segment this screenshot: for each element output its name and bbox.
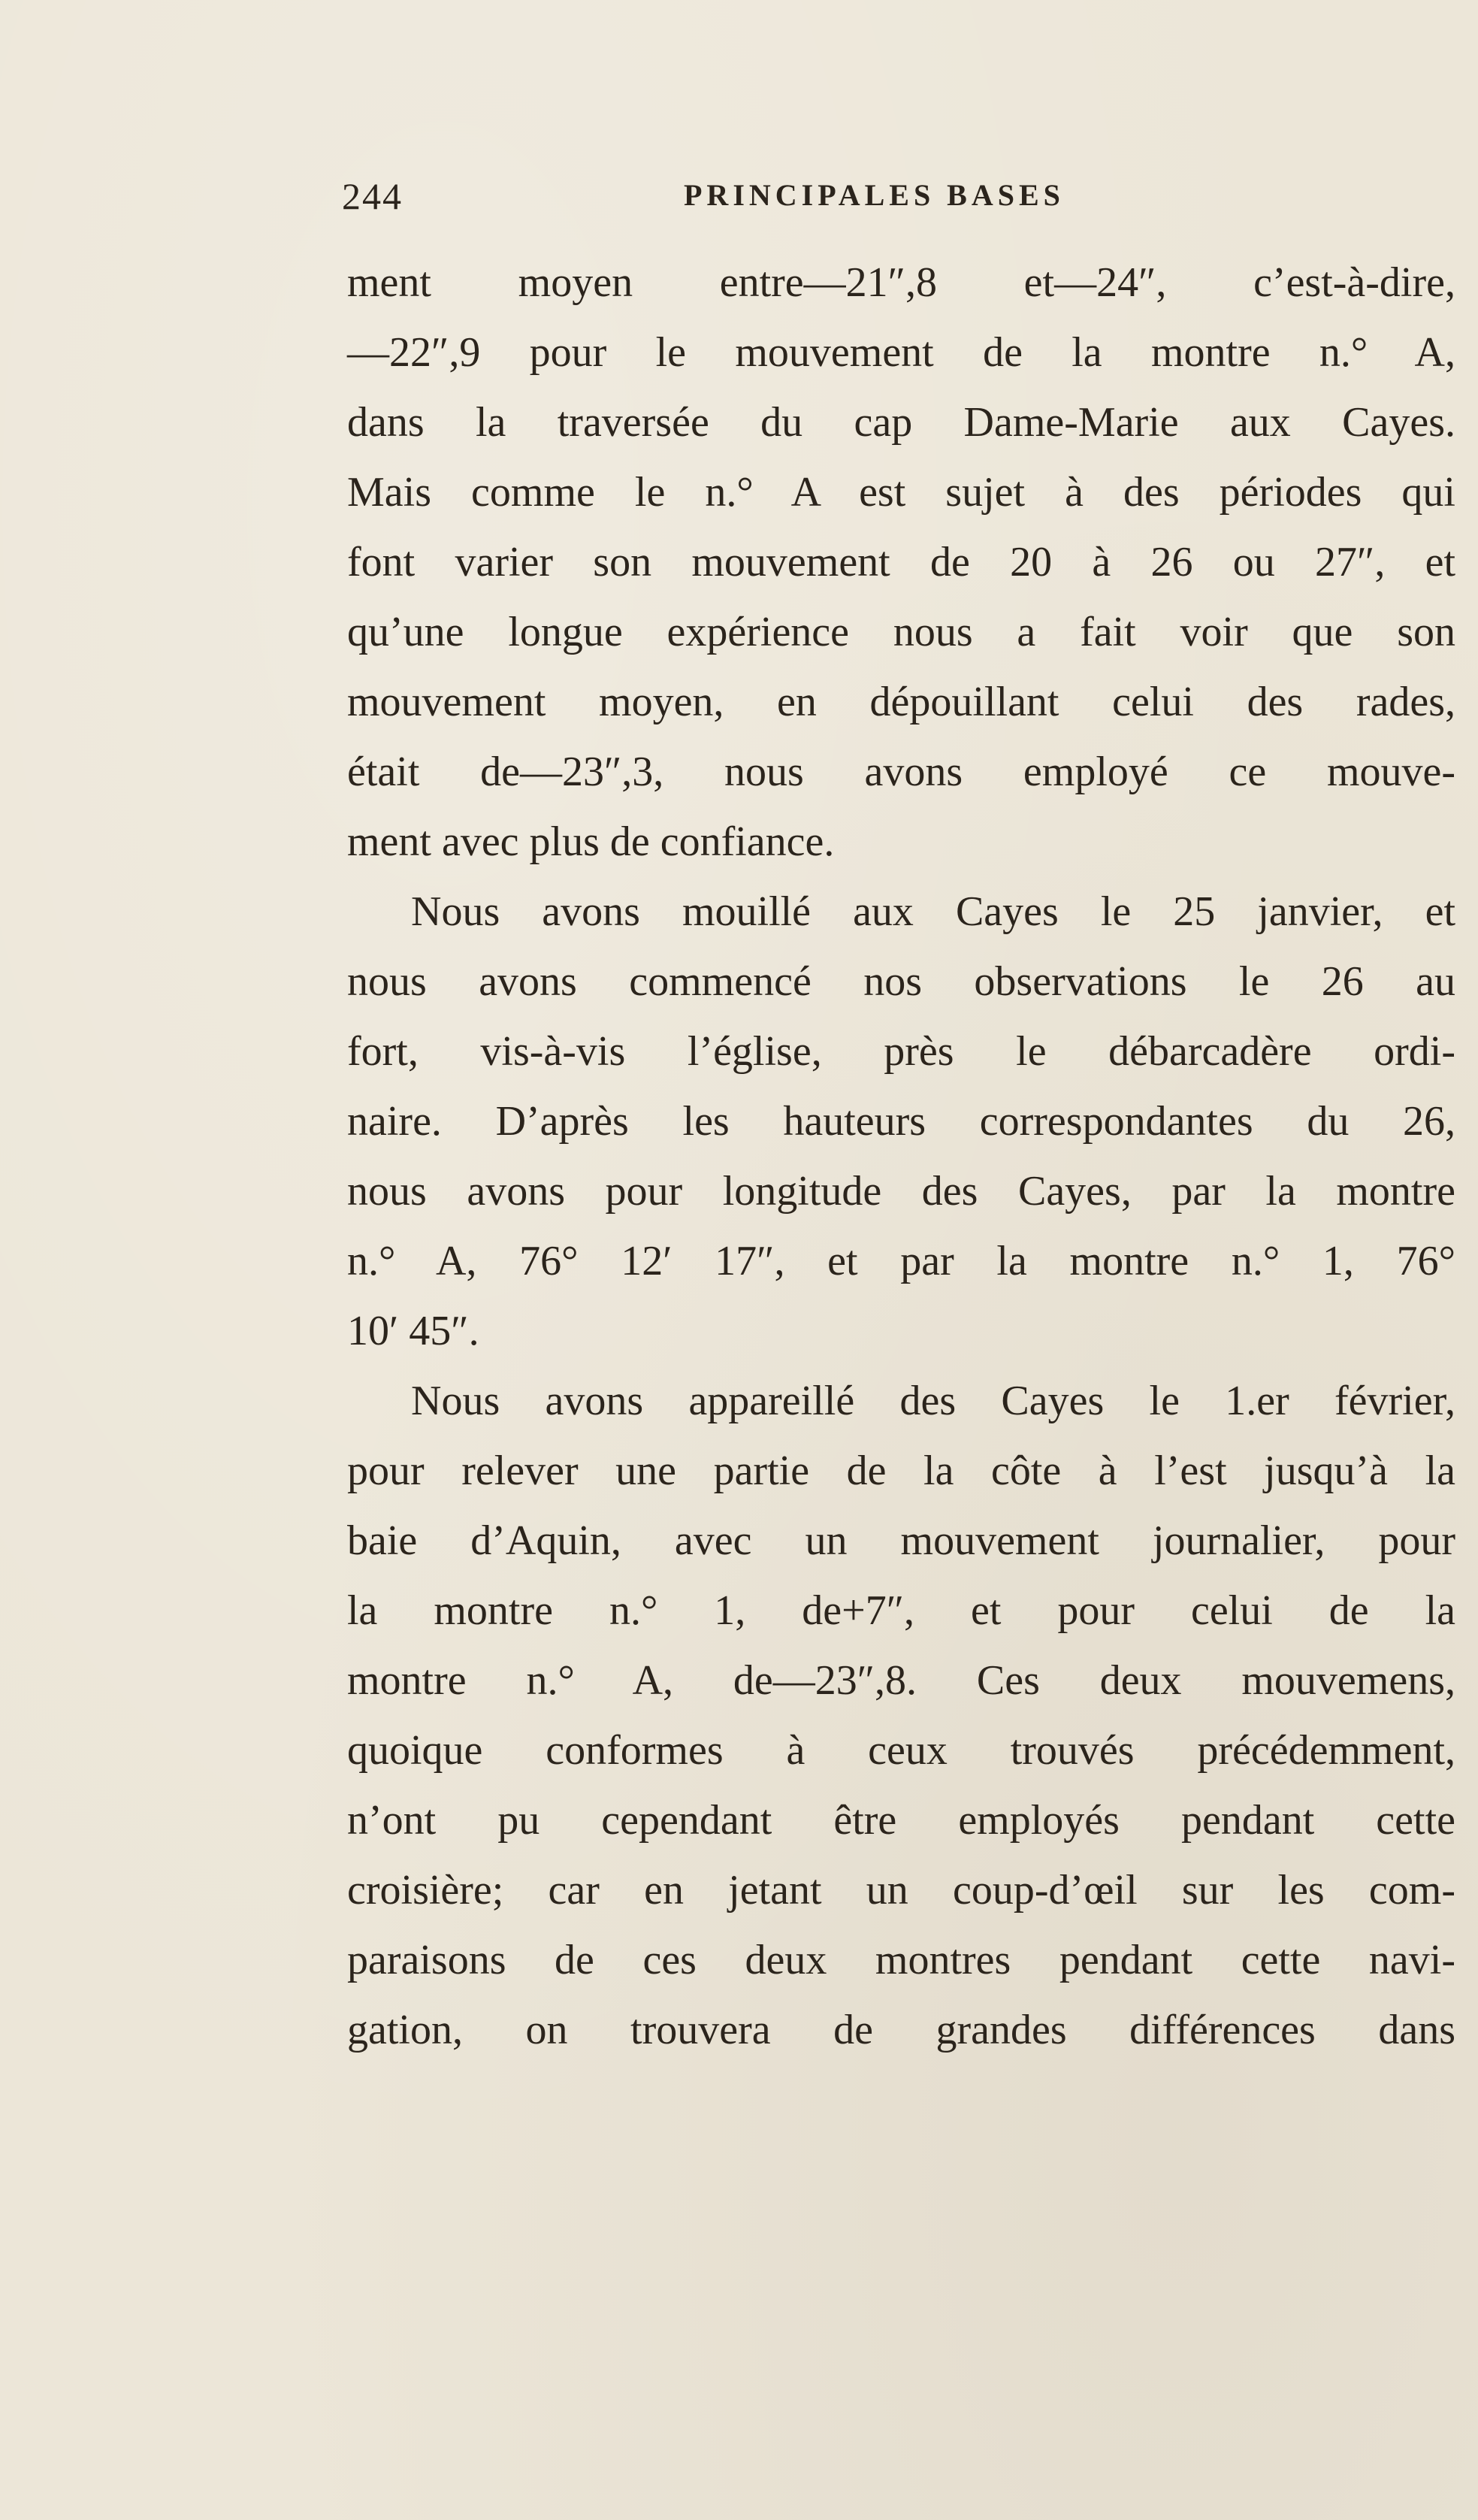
text-line: qu’une longue expérience nous a fait voir que son (347, 609, 1455, 655)
text-line: baie d’Aquin, avec un mouvement journalier, pour (347, 1517, 1455, 1564)
text-line: nous avons commencé nos observations le 26 au (347, 958, 1455, 1005)
text-line: fort, vis-à-vis l’église, près le débarcadère ordi- (347, 1028, 1455, 1075)
text-line: —22″,9 pour le mouvement de la montre n.° A, (347, 329, 1455, 376)
text-line: croisière; car en jetant un coup-d’œil sur les com- (347, 1867, 1455, 1913)
text-line: montre n.° A, de—23″,8. Ces deux mouvemens, (347, 1657, 1455, 1704)
text-line: pour relever une partie de la côte à l’est jusqu’à la (347, 1448, 1455, 1494)
text-line: nous avons pour longitude des Cayes, par la montre (347, 1168, 1455, 1215)
text-line: gation, on trouvera de grandes différences dans (347, 2007, 1455, 2053)
text-line: n’ont pu cependant être employés pendant cette (347, 1797, 1455, 1844)
text-line: Mais comme le n.° A est sujet à des périodes qui (347, 469, 1455, 516)
text-line: ment avec plus de confiance. (347, 818, 835, 865)
running-title: PRINCIPALES BASES (684, 178, 1065, 212)
text-line: la montre n.° 1, de+7″, et pour celui de la (347, 1587, 1455, 1634)
page-number: 244 (342, 175, 403, 217)
body-text (347, 248, 1455, 2065)
text-line: Nous avons appareillé des Cayes le 1.er février, (411, 1378, 1455, 1424)
text-line: paraisons de ces deux montres pendant cette navi- (347, 1937, 1455, 1983)
text-line: n.° A, 76° 12′ 17″, et par la montre n.° 1, 76° (347, 1238, 1455, 1284)
text-line: était de—23″,3, nous avons employé ce mouve- (347, 749, 1455, 795)
text-line: quoique conformes à ceux trouvés précédemment, (347, 1727, 1455, 1774)
text-line: mouvement moyen, en dépouillant celui des rades, (347, 679, 1455, 725)
text-line: 10′ 45″. (347, 1308, 479, 1354)
text-line: ment moyen entre—21″,8 et—24″, c’est-à-dire, (347, 259, 1455, 306)
text-line: naire. D’après les hauteurs correspondantes du 26, (347, 1098, 1455, 1145)
page-header (342, 174, 1469, 219)
text-line: font varier son mouvement de 20 à 26 ou 27″, et (347, 539, 1455, 585)
text-line: Nous avons mouillé aux Cayes le 25 janvier, et (411, 888, 1455, 935)
text-line: dans la traversée du cap Dame-Marie aux Cayes. (347, 399, 1455, 446)
